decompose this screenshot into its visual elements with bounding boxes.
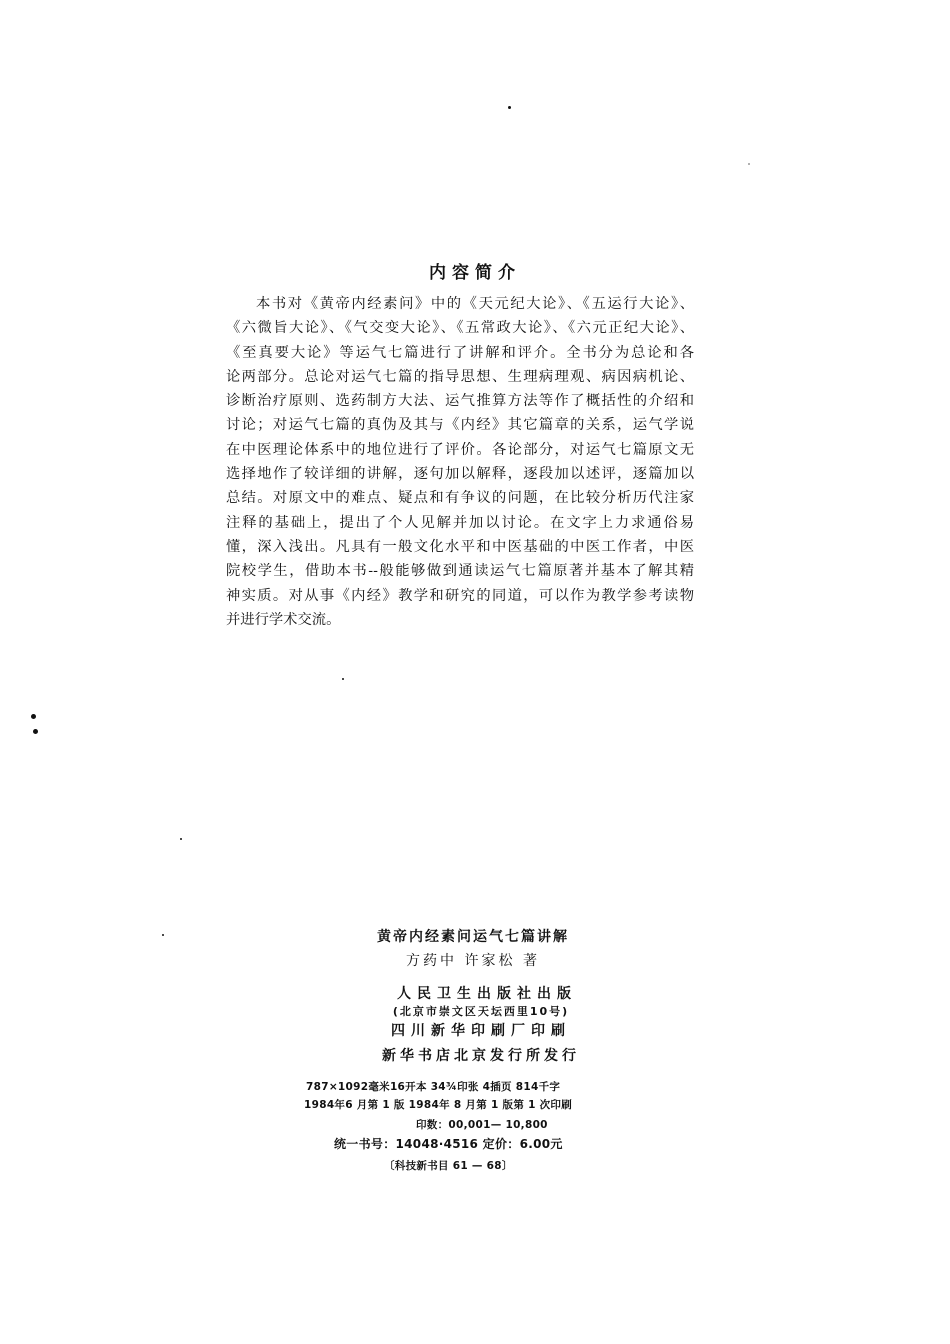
intro-line: 注释的基础上，提出了个人见解并加以讨论。在文字上力求通俗易 [226,514,694,531]
intro-line: 选择地作了较详细的讲解，逐句加以解释，逐段加以述评，逐篇加以 [226,466,694,483]
authors: 方药中 许家松 著 [406,953,540,969]
intro-line: 《六微旨大论》、《气交变大论》、《五常政大论》、《六元正纪大论》、 [226,320,694,337]
format-spec: 787×1092毫米16开本 34¾印张 4插页 814千字 [306,1081,561,1093]
scan-speck [162,934,164,936]
scan-speck [508,106,511,109]
intro-line: 总结。对原文中的难点、疑点和有争议的问题，在比较分析历代注家 [226,490,694,507]
printer: 四川新华印刷厂印刷 [391,1023,571,1039]
intro-line: 在中医理论体系中的地位进行了评价。各论部分，对运气七篇原文无 [226,441,694,458]
intro-line: 论两部分。总论对运气七篇的指导思想、生理病理观、病因病机论、 [226,368,694,385]
intro-line: 并进行学术交流。 [226,611,341,628]
intro-line: 院校学生，借助本书--般能够做到通读运气七篇原著并基本了解其精 [226,563,694,580]
intro-line: 诊断治疗原则、选药制方大法、运气推算方法等作了概括性的介绍和 [226,393,694,410]
intro-line: 《至真要大论》等运气七篇进行了讲解和评介。全书分为总论和各 [226,344,694,361]
catalog-number: 〔科技新书目 61 — 68〕 [384,1160,513,1172]
intro-line: 神实质。对从事《内经》教学和研究的同道，可以作为教学参考读物 [226,587,694,604]
edition-info: 1984年6 月第 1 版 1984年 8 月第 1 版第 1 次印刷 [304,1099,573,1111]
publisher: 人民卫生出版社出版 [397,986,577,1002]
intro-line: 本书对《黄帝内经素问》中的《天元纪大论》、《五运行大论》、 [256,296,694,312]
isbn-price: 统一书号：14048·4516 定价：6.00元 [334,1137,563,1151]
intro-line: 懂，深入浅出。凡具有一般文化水平和中医基础的中医工作者，中医 [226,538,694,555]
scan-speck [748,163,750,165]
book-title: 黄帝内经素问运气七篇讲解 [377,929,569,945]
intro-title: 内容简介 [429,263,521,283]
intro-line: 讨论；对运气七篇的真伪及其与《内经》其它篇章的关系，运气学说 [226,417,694,434]
intro-body [226,292,694,632]
scan-speck [180,838,182,840]
print-run: 印数：00,001— 10,800 [416,1119,548,1131]
scan-speck [33,729,38,734]
publisher-address: (北京市崇文区天坛西里10号) [392,1005,570,1018]
scan-speck [31,714,36,719]
scan-speck [342,678,344,680]
distributor: 新华书店北京发行所发行 [382,1048,580,1064]
